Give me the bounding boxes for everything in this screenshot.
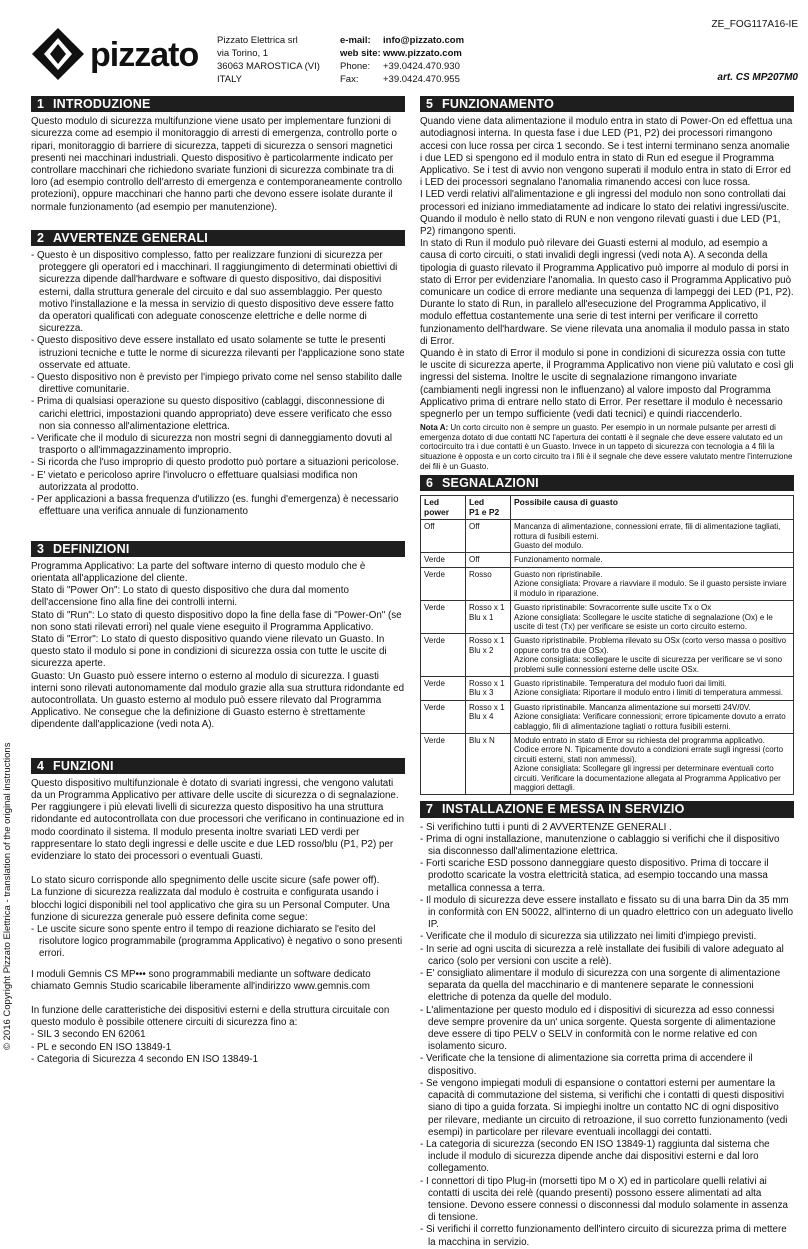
led-cell: Verde (421, 567, 466, 600)
list-item: - Si verifichino tutti i punti di 2 AVVERTENZE GENERALI . (420, 822, 794, 834)
safety-levels-list (31, 1029, 405, 1066)
section-6-heading: 6 SEGNALAZIONI (420, 475, 794, 491)
signals-table (420, 495, 794, 795)
section-3-text: Programma Applicativo: La parte del software interno di questo modulo che è orientata all'applicazione del cliente. Stato di "Power On": Lo stato di questo dispositivo che dura dal momento dell'accensione fino alla fine dei controlli interni. Stato di "Run": Lo stato di questo dispositivo dopo la fine della fase di "Power-On" (se non sono stati rilevati errori) nel quale viene eseguito il Programma Applicativo. Stato di "Error": Lo stato di questo dispositivo quando viene rilevato un Guasto. In questo stato il modulo si pone in condizioni di sicurezza ossia con tutte le uscite di sicurezza aperte. Guasto: Un Guasto può essere interno o esterno al modulo di sicurezza. I guasti interni sono rilevati autonomamente dal modulo grazie alla sua struttura ridondante ed autocontrollata. Un guasto esterno al modulo può essere rilevato dal Programma Applicativo. Ne consegue che la definizione di Guasto esterno è strettamente dipendente dall'applicazione (vedi nota A). (31, 560, 405, 731)
list-item: - L'alimentazione per questo modulo ed i dispositivi di sicurezza ad esso connessi deve sempre provenire da un' unica sorgente. Questa sorgente di alimentazione deve essere di tipo PELV o SELV in conformità con le norme relative ed con isolamento sicuro. (420, 1005, 794, 1054)
section-2-heading: 2 AVVERTENZE GENERALI (31, 230, 405, 246)
installation-list (420, 822, 794, 1249)
logo-wordmark: pizzato (90, 36, 199, 74)
list-item: - Per applicazioni a bassa frequenza d'utilizzo (es. funghi d'emergenza) è necessario effettuare una verifica annuale di funzionamento (31, 494, 405, 518)
column-header: Led P1 e P2 (466, 496, 511, 520)
phone-number: +39.0424.470.930 (383, 61, 460, 72)
section-4-para-1: Questo dispositivo multifunzionale è dotato di svariati ingressi, che vengono valutati da un Programma Applicativo per attivare delle uscite di sicurezza o di segnalazione. Per raggiungere i più elevati livelli di sicurezza questo dispositivo ha una struttura ridondante ed autocontrollata con due processori che verificano in continuazione ed in modo coordinato il sistema. Il modulo presenta inoltre svariati LED verdi per rappresentare lo stato degli ingressi e delle uscite e due LED rosso/blu (P1, P2) per evidenziare lo stato dei processori o eventuali Guasti. (31, 777, 405, 862)
cause-cell: Guasto ripristinabile. Mancanza alimentazione sui morsetti 24V/0V. Azione consigliata: Verificare connessioni; errore tipicamente dovuto a errato cablaggio, fili di alimentazione tagliati o rottura fusibili esterni. (511, 700, 794, 733)
right-column (420, 96, 794, 1249)
company-contacts: e-mail: info@pizzato.com web site: www.pizzato.com Phone: +39.0424.470.930 Fax: +39.0424.470.955 (340, 35, 465, 85)
list-item: - Categoria di Sicurezza 4 secondo EN ISO 13849-1 (31, 1054, 405, 1066)
cause-cell: Modulo entrato in stato di Error su richiesta del programma applicativo. Codice errore N. Tipicamente dovuto a condizioni errate sugli ingressi (corto circuiti esterni, stati non ammessi). Azione consigliata: Scollegare gli ingressi per determinare eventuali corto circuiti. Verificare la documentazione allegata al Programma Applicativo per maggiori dettagli. (511, 733, 794, 794)
cause-cell: Guasto ripristinabile. Temperatura del modulo fuori dai limiti. Azione consigliata: Riportare il modulo entro i limiti di temperatura ammessi. (511, 676, 794, 700)
section-4-para-3: I moduli Gemnis CS MP••• sono programmabili mediante un software dedicato chiamato Gemnis Studio scaricabile liberamente all'indirizzo www.gemnis.com (31, 968, 371, 992)
led-cell: Verde (421, 634, 466, 677)
led-cell: Rosso (466, 567, 511, 600)
section-4-heading: 4 FUNZIONI (31, 758, 405, 774)
column-header: Led power (421, 496, 466, 520)
column-header: Possibile causa di guasto (511, 496, 794, 520)
led-cell: Verde (421, 676, 466, 700)
led-cell: Off (466, 520, 511, 553)
table-row (421, 520, 794, 553)
section-5-text: Quando viene data alimentazione il modulo entra in stato di Power-On ed effettua una autodiagnosi interna. In questa fase i due LED (P1, P2) dei processori rimangono accesi con luce rossa per circa 1 secondo. Se i test interni terminano senza anomalie i due LED si spengono ed il modulo entra in stato di Run ed esegue il Programma Applicativo. Se i test di avvio non vengono superati il modulo entra in stato di Error ed i LED dei processori segnalano l'anomalia rimanendo accesi con luce rossa. I LED verdi relativi all'alimentazione e gli ingressi del modulo non sono controllati dai processori ed iniziano immediatamente ad indicare lo stato dei relativi ingressi/uscite. Quando il modulo è nello stato di RUN e non vengono rilevati guasti i due LED (P1, P2) rimangono spenti. In stato di Run il modulo può rilevare dei Guasti esterni al modulo, ad esempio a causa di corto circuiti, o stati invalidi degli ingressi (vedi nota A). A seconda della tipologia di guasto rilevato il Programma Applicativo può imporre al modulo di porsi in stato di Error per evidenziare l'anomalia. In questo caso il Programma Applicativo può comunicare un codice di errore mediante una sequenza di lampeggi dei LED (P1, P2). Durante lo stato di Run, in parallelo all'esecuzione del Programma Applicativo, il modulo effettua costantemente una serie di test interni per verificare il corretto funzionamento dell'hardware. Se viene rilevata una anomalia il modulo passa in stato di Error. Quando è in stato di Error il modulo si pone in condizioni di sicurezza ossia con tutte le uscite di sicurezza aperte, il Programma Applicativo non viene più valutato e così gli ingressi del sistema. Inoltre le uscite di segnalazione rimangono invariate (cambiamenti negli ingressi non le influenzano) al valore imposto dal Programma Applicativo prima di entrare nello stato di Error. Per resettare il modulo è necessario spegnerlo per un tempo sufficiente (vedi dati tecnici) e quindi riaccenderlo. (420, 116, 794, 421)
company-address: Pizzato Elettrica srl via Torino, 1 36063 MAROSTICA (VI) ITALY (217, 35, 320, 85)
list-item: - Prima di ogni installazione, manutenzione o cablaggio si verifichi che il dispositivo sia disconnesso dall'alimentazione elettrica. (420, 834, 794, 858)
list-item: - La categoria di sicurezza (secondo EN ISO 13849-1) raggiunta dal sistema che include il modulo di sicurezza dipende anche dai dispositivi esterni e dal loro collegamento. (420, 1139, 794, 1176)
table-row (421, 601, 794, 634)
note-a: Nota A: Un corto circuito non è sempre un guasto. Per esempio in un normale pulsante per arresti di emergenza dotato di due contatti NC l'apertura dei contatti è il segnale che deve essere valutato ed un cortocircuito tra i due contatti è un Guasto. Invece in un tappeto di sicurezza con tecnologia a 4 fili la situazione è opposta e un corto circuito tra i fili è il segnale che deve essere valutato mentre l'interruzione dei fili è un Guasto. (420, 423, 793, 471)
list-item: - Forti scariche ESD possono danneggiare questo dispositivo. Prima di toccare il prodotto scaricate la vostra elettricità statica, ad esempio toccando una massa metallica connessa a terra. (420, 858, 794, 895)
section-7-heading: 7 INSTALLAZIONE E MESSA IN SERVIZIO (420, 801, 794, 817)
cause-cell: Guasto ripristinabile: Sovracorrente sulle uscite Tx o Ox Azione consigliata: Scollegare le uscite statiche di segnalazione (Ox) e le uscite di test (Tx) per verificare se esiste un corto circuito esterno. (511, 601, 794, 634)
led-cell: Off (421, 520, 466, 553)
list-item: - Questo dispositivo non è previsto per l'impiego privato come nel senso stabilito dalle direttive comunitarie. (31, 372, 405, 396)
article-code: art. CS MP207M0 (717, 72, 798, 83)
cause-cell: Mancanza di alimentazione, connessioni errate, fili di alimentazione tagliati, rottura di fusibili esterni. Guasto del modulo. (511, 520, 794, 553)
led-cell: Verde (421, 733, 466, 794)
led-cell: Rosso x 1 Blu x 2 (466, 634, 511, 677)
list-item: - Verificate che il modulo di sicurezza sia utilizzato nei limiti d'impiego previsti. (420, 931, 794, 943)
cause-cell: Guasto ripristinabile. Problema rilevato su OSx (corto verso massa o positivo oppure corto tra due OSx). Azione consigliata: scollegare le uscite di sicurezza per verificare se vi sono problemi sulle connessioni esterne delle uscite OSx. (511, 634, 794, 677)
list-item: - Le uscite sicure sono spente entro il tempo di reazione dichiarato se l'esito del risolutore logico programmabile (programma Applicativo) è negativo o sono presenti errori. (31, 924, 405, 961)
led-cell: Verde (421, 601, 466, 634)
list-item: - Prima di qualsiasi operazione su questo dispositivo (cablaggi, disconnessione di carichi elettrici, impostazioni quando appropriato) deve essere verificato che esso non sia connesso all'alimentazione elettrica. (31, 396, 405, 433)
list-item: - In serie ad ogni uscita di sicurezza a relè installate dei fusibili di valore adeguato al carico (solo per versioni con uscite a relè). (420, 944, 794, 968)
led-cell: Rosso x 1 Blu x 3 (466, 676, 511, 700)
left-column (31, 96, 405, 1066)
website-link[interactable]: www.pizzato.com (383, 48, 462, 59)
section-3-heading: 3 DEFINIZIONI (31, 541, 405, 557)
pizzato-logo (30, 26, 205, 82)
table-header-row (421, 496, 794, 520)
table-row (421, 700, 794, 733)
list-item: - Se vengono impiegati moduli di espansione o contattori esterni per aumentare la capacità di commutazione del sistema, si verifichi che i contatti di questi dispositivi siano di tipo a guida forzata. Si impieghi inoltre un contatto NC di ogni dispositivo per rilevare, mediante un circuito di retroazione, il suo corretto funzionamento (vedi esempi) in particolare per rilevare eventuali incollaggi dei contatti. (420, 1078, 794, 1139)
email-link[interactable]: info@pizzato.com (383, 35, 465, 46)
led-cell: Blu x N (466, 733, 511, 794)
led-cell: Verde (421, 700, 466, 733)
list-item: - Questo dispositivo deve essere installato ed usato solamente se tutte le presenti istruzioni tecniche e tutte le norme di sicurezza rilevanti per l'applicazione sono state osservate ed attuate. (31, 335, 405, 372)
section-4-para-4: In funzione delle caratteristiche dei dispositivi esterni e della struttura circuitale con questo modulo è possibile ottenere circuiti di sicurezza fino a: (31, 1005, 390, 1029)
section-1-heading: 1 INTRODUZIONE (31, 96, 405, 112)
table-row (421, 567, 794, 600)
list-item: - E' consigliato alimentare il modulo di sicurezza con una sorgente di alimentazione separata da quella del macchinario e di mantenere separate le connessioni elettriche di potenza da quelle del modulo. (420, 968, 794, 1005)
led-cell: Off (466, 553, 511, 567)
list-item: - Questo è un dispositivo complesso, fatto per realizzare funzioni di sicurezza per proteggere gli operatori ed i macchinari. Il raggiungimento di determinati obiettivi di sicurezza dipende dall'hardware e software di questo dispositivo, dai dispositivi esterni, dalla struttura generale del circuito e dal suo assemblaggio. Per questo motivo l'installazione e la messa in servizio di questo dispositivo deve essere fatto da operatori qualificati con adeguate conoscenze elettriche e delle norme di sicurezza. (31, 250, 405, 335)
list-item: - PL e secondo EN ISO 13849-1 (31, 1042, 405, 1054)
table-row (421, 733, 794, 794)
list-item: - Si ricorda che l'uso improprio di questo prodotto può portare a situazioni pericolose. (31, 457, 405, 469)
cause-cell: Guasto non ripristinabile. Azione consigliata: Provare a riavviare il modulo. Se il guasto persiste inviare il modulo in riparazione. (511, 567, 794, 600)
table-row (421, 676, 794, 700)
led-cell: Verde (421, 553, 466, 567)
table-row (421, 553, 794, 567)
section-1-text: Questo modulo di sicurezza multifunzione viene usato per implementare funzioni di sicurezza come ad esempio il monitoraggio di arresti di emergenza, controllo porte o ripari, monitoraggio di barriere di sicurezza, tappeti di sicurezza o sensori magnetici presenti nei macchinari industriali. Questo dispositivo è particolarmente indicato per controllare macchinari che richiedono svariate funzioni di sicurezza combinate tra di loro (ad esempio controllo dell'arresto di emergenza e contemporaneamente controllo protezioni), oppure macchinari che hanno parti che devono essere isolate durante il normale funzionamento (ad esempio per manutenzione). (31, 116, 403, 213)
document-code: ZE_FOG117A16-IE (711, 19, 798, 30)
led-cell: Rosso x 1 Blu x 1 (466, 601, 511, 634)
list-item: - I connettori di tipo Plug-in (morsetti tipo M o X) ed in particolare quelli relativi ai contatti di uscita dei relè (quando presenti) possono essere alimentati ad alta tensione. Devono essere connessi o disconnessi dal modulo solamente in assenza di tensione. (420, 1176, 794, 1225)
list-item: - SIL 3 secondo EN 62061 (31, 1029, 405, 1041)
led-cell: Rosso x 1 Blu x 4 (466, 700, 511, 733)
warnings-list (31, 250, 405, 518)
table-row (421, 634, 794, 677)
list-item: - E' vietato e pericoloso aprire l'involucro o effettuare qualsiasi modifica non autorizzata al prodotto. (31, 470, 405, 494)
copyright-notice: © 2016 Copyright Pizzato Elettrica - translation of the original instructions (2, 742, 13, 1050)
list-item: - Si verifichi il corretto funzionamento dell'intero circuito di sicurezza prima di mettere la macchina in servizio. (420, 1224, 794, 1248)
section-4-para-2: Lo stato sicuro corrisponde allo spegnimento delle uscite sicure (safe power off). La funzione di sicurezza realizzata dal modulo è costruita e configurata usando i blocchi logici disponibili nel tool applicativo che gira su un Personal Computer. Una funzione di sicurezza generale può essere definita come segue: (31, 875, 390, 923)
list-item: - Verificate che il modulo di sicurezza non mostri segni di danneggiamento dovuti al trasporto o all'immagazzinamento improprio. (31, 433, 405, 457)
list-item: - Il modulo di sicurezza deve essere installato e fissato su di una barra Din da 35 mm in conformità con EN 50022, all'interno di un quadro elettrico con un adeguato livello IP. (420, 895, 794, 932)
fax-number: +39.0424.470.955 (383, 74, 460, 85)
list-item: - Verificate che la tensione di alimentazione sia corretta prima di accendere il dispositivo. (420, 1053, 794, 1077)
section-5-heading: 5 FUNZIONAMENTO (420, 96, 794, 112)
cause-cell: Funzionamento normale. (511, 553, 794, 567)
